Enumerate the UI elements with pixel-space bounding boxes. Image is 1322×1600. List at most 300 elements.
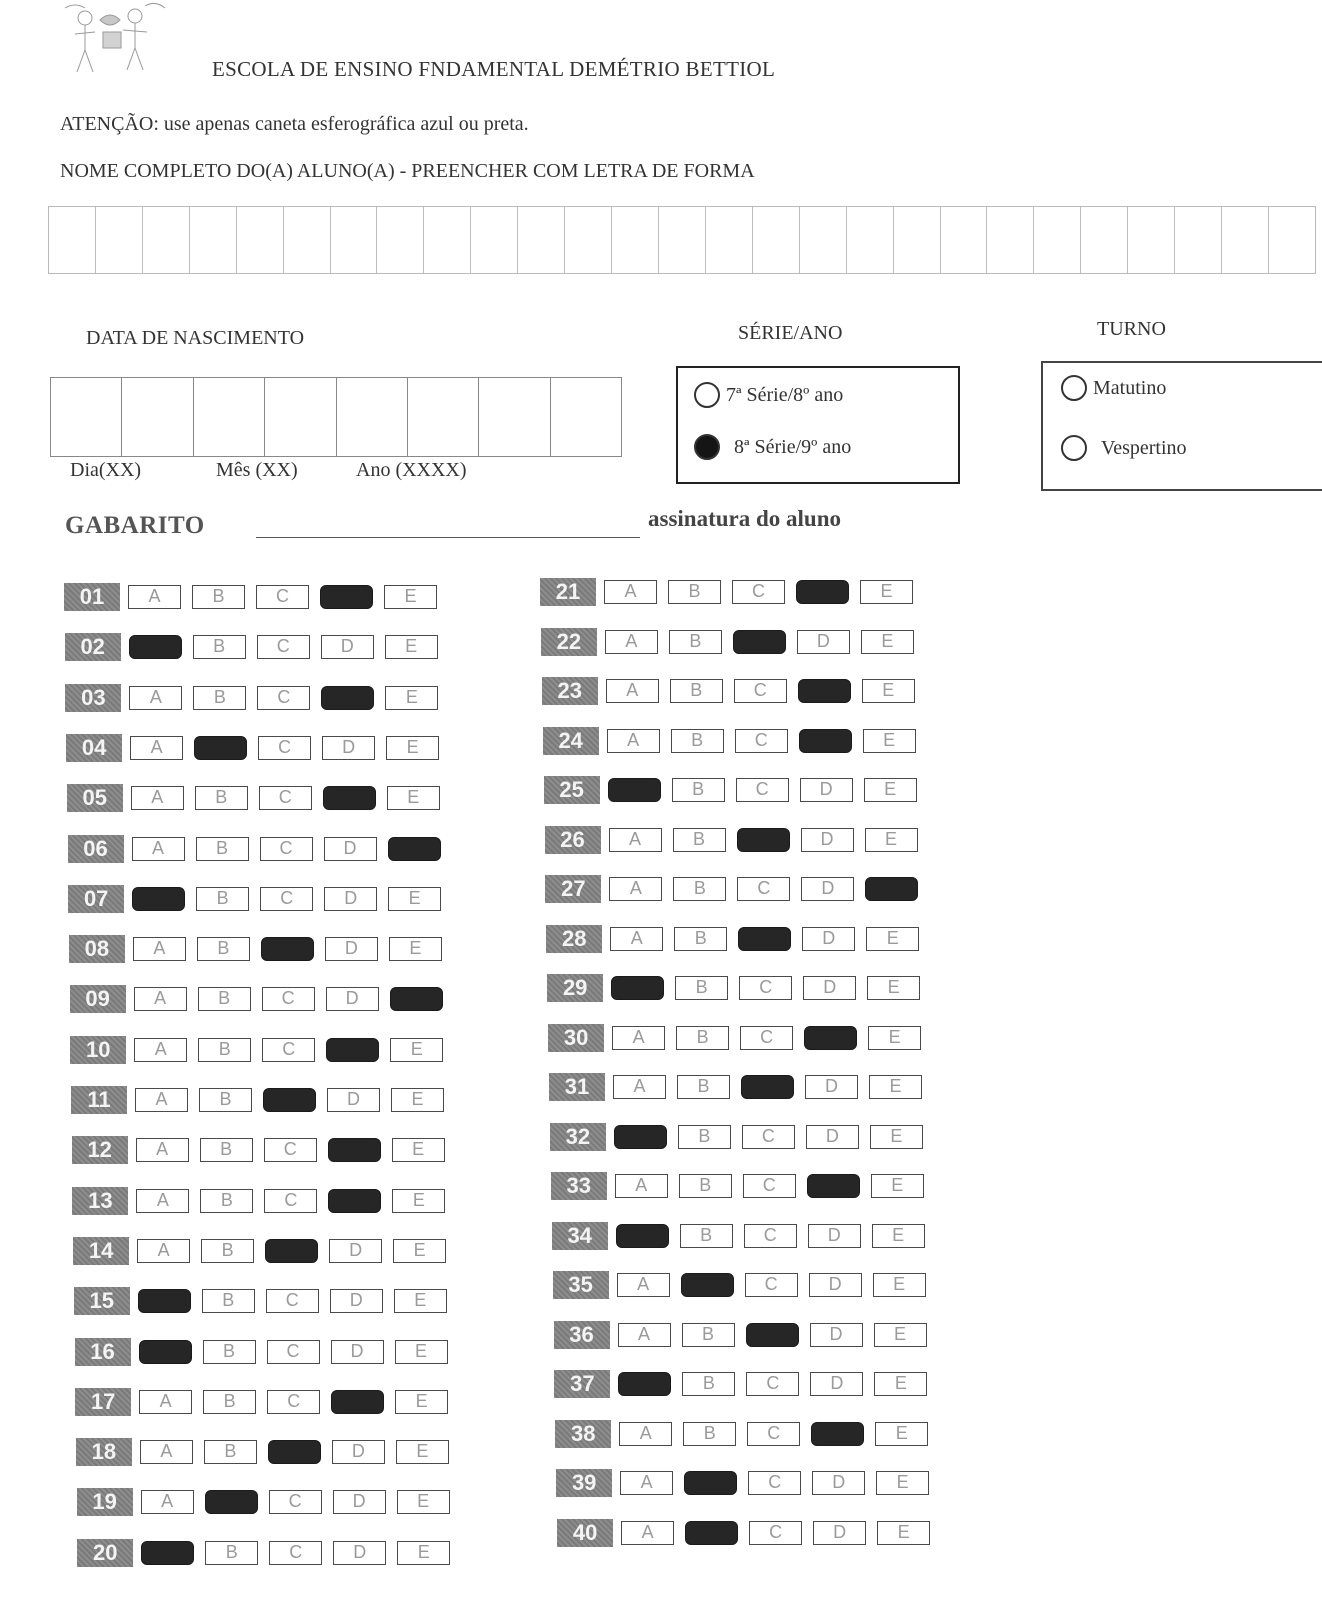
- name-char-box[interactable]: [659, 207, 706, 273]
- answer-option-e[interactable]: E: [387, 786, 440, 810]
- question-number: 23: [542, 677, 598, 705]
- answer-option-b[interactable]: B: [200, 1189, 253, 1213]
- answer-option-c[interactable]: C: [736, 778, 789, 802]
- name-char-box[interactable]: [565, 207, 612, 273]
- answer-option-e[interactable]: E: [392, 1138, 445, 1162]
- birth-date-label: DATA DE NASCIMENTO: [86, 327, 305, 349]
- answer-option-b[interactable]: B: [196, 837, 249, 861]
- name-char-box[interactable]: [471, 207, 518, 273]
- question-number: 08: [69, 935, 125, 963]
- answer-option-e[interactable]: E: [877, 1521, 930, 1545]
- answer-option-b[interactable]: B: [675, 976, 728, 1000]
- answer-option-b[interactable]: B: [205, 1541, 258, 1565]
- answer-option-d[interactable]: D: [810, 1372, 863, 1396]
- answer-option-c[interactable]: [268, 1440, 321, 1464]
- answer-option-b[interactable]: B: [669, 630, 722, 654]
- answer-option-c[interactable]: C: [745, 1273, 798, 1297]
- question-number: 01: [64, 583, 120, 611]
- answer-option-c[interactable]: C: [269, 1541, 322, 1565]
- answer-option-c[interactable]: [741, 1075, 794, 1099]
- signature-line[interactable]: [256, 537, 640, 538]
- answer-option-e[interactable]: E: [397, 1541, 450, 1565]
- answer-option-b[interactable]: B: [200, 1138, 253, 1162]
- answer-option-a[interactable]: A: [134, 987, 187, 1011]
- answer-option-e[interactable]: E: [864, 778, 917, 802]
- answer-option-e[interactable]: E: [861, 630, 914, 654]
- school-logo: [55, 2, 175, 82]
- question-number: 10: [70, 1036, 126, 1064]
- name-char-box[interactable]: [1175, 207, 1222, 273]
- answer-option-c[interactable]: [733, 630, 786, 654]
- question-number: 36: [554, 1321, 610, 1349]
- answer-option-e[interactable]: E: [866, 927, 919, 951]
- name-char-box[interactable]: [49, 207, 96, 273]
- answer-option-d[interactable]: D: [810, 1323, 863, 1347]
- name-char-box[interactable]: [612, 207, 659, 273]
- radio-filled-icon[interactable]: [694, 434, 720, 460]
- name-char-box[interactable]: [190, 207, 237, 273]
- answer-option-a[interactable]: [611, 976, 664, 1000]
- answer-option-c[interactable]: C: [262, 1038, 315, 1062]
- answer-option-d[interactable]: D: [800, 778, 853, 802]
- answer-option-b[interactable]: B: [203, 1390, 256, 1414]
- answer-option-a[interactable]: [132, 887, 185, 911]
- radio-circle-icon[interactable]: [1061, 375, 1087, 401]
- answer-option-d[interactable]: D: [805, 1075, 858, 1099]
- answer-option-d[interactable]: D: [806, 1125, 859, 1149]
- answer-option-a[interactable]: A: [607, 729, 660, 753]
- name-char-box[interactable]: [96, 207, 143, 273]
- question-number: 20: [77, 1539, 133, 1567]
- answer-option-d[interactable]: D: [332, 1440, 385, 1464]
- date-digit-box[interactable]: [337, 378, 408, 456]
- answer-option-d[interactable]: D: [325, 937, 378, 961]
- name-char-box[interactable]: [800, 207, 847, 273]
- answer-option-a[interactable]: A: [140, 1440, 193, 1464]
- turno-option-vespertino[interactable]: [1061, 435, 1187, 461]
- question-number: 06: [68, 835, 124, 863]
- answer-option-a[interactable]: [141, 1541, 194, 1565]
- answer-option-e[interactable]: E: [860, 580, 913, 604]
- answer-option-d[interactable]: [328, 1138, 381, 1162]
- answer-option-c[interactable]: C: [740, 1026, 793, 1050]
- answer-option-d[interactable]: D: [330, 1289, 383, 1313]
- question-number: 29: [547, 974, 603, 1002]
- answer-option-e[interactable]: E: [865, 828, 918, 852]
- answer-option-b[interactable]: B: [668, 580, 721, 604]
- answer-option-d[interactable]: D: [809, 1273, 862, 1297]
- answer-option-e[interactable]: E: [386, 736, 439, 760]
- turno-option-matutino[interactable]: [1061, 375, 1166, 401]
- answer-option-b[interactable]: B: [203, 1340, 256, 1364]
- question-number: 09: [70, 985, 126, 1013]
- name-input-boxes[interactable]: [48, 206, 1316, 274]
- answer-option-e[interactable]: E: [391, 1088, 444, 1112]
- answer-option-c[interactable]: C: [744, 1224, 797, 1248]
- answer-option-a[interactable]: A: [619, 1422, 672, 1446]
- serie-option-label: 8ª Série/9º ano: [734, 435, 852, 458]
- answer-option-d[interactable]: D: [322, 736, 375, 760]
- answer-option-a[interactable]: A: [128, 585, 181, 609]
- answer-option-c[interactable]: C: [739, 976, 792, 1000]
- question-number: 02: [65, 633, 121, 661]
- answer-option-a[interactable]: A: [618, 1323, 671, 1347]
- answer-option-e[interactable]: E: [389, 937, 442, 961]
- answer-option-e[interactable]: E: [390, 1038, 443, 1062]
- answer-option-d[interactable]: [328, 1189, 381, 1213]
- question-number: 05: [67, 784, 123, 812]
- answer-option-e[interactable]: E: [388, 887, 441, 911]
- answer-option-e[interactable]: E: [384, 585, 437, 609]
- answer-option-e[interactable]: [388, 837, 441, 861]
- answer-option-b[interactable]: B: [195, 786, 248, 810]
- answer-option-c[interactable]: C: [256, 585, 309, 609]
- answer-option-a[interactable]: A: [617, 1273, 670, 1297]
- question-number: 07: [68, 885, 124, 913]
- answer-option-e[interactable]: E: [868, 1026, 921, 1050]
- answer-option-e[interactable]: E: [872, 1224, 925, 1248]
- answer-option-a[interactable]: A: [604, 580, 657, 604]
- answer-option-d[interactable]: [326, 1038, 379, 1062]
- question-number: 18: [76, 1438, 132, 1466]
- question-number: 03: [65, 684, 121, 712]
- answer-option-c[interactable]: C: [257, 686, 310, 710]
- day-label: Dia(XX): [70, 459, 142, 481]
- answer-option-e[interactable]: E: [874, 1323, 927, 1347]
- answer-option-a[interactable]: A: [613, 1075, 666, 1099]
- answer-option-e[interactable]: E: [875, 1422, 928, 1446]
- answer-option-e[interactable]: E: [392, 1189, 445, 1213]
- question-number: 35: [553, 1271, 609, 1299]
- answer-option-a[interactable]: A: [139, 1390, 192, 1414]
- answer-option-b[interactable]: B: [198, 1038, 251, 1062]
- answer-option-e[interactable]: E: [385, 635, 438, 659]
- name-char-box[interactable]: [1034, 207, 1081, 273]
- answer-option-c[interactable]: C: [260, 887, 313, 911]
- answer-option-d[interactable]: D: [813, 1521, 866, 1545]
- question-number: 19: [77, 1488, 133, 1516]
- question-number: 33: [551, 1172, 607, 1200]
- answer-option-c[interactable]: C: [257, 635, 310, 659]
- serie-option-label: 7ª Série/8º ano: [726, 383, 844, 406]
- answer-option-b[interactable]: B: [676, 1026, 729, 1050]
- name-char-box[interactable]: [1081, 207, 1128, 273]
- answer-option-b[interactable]: B: [682, 1372, 735, 1396]
- question-number: 04: [66, 734, 122, 762]
- name-char-box[interactable]: [987, 207, 1034, 273]
- answer-option-b[interactable]: B: [201, 1239, 254, 1263]
- question-number: 34: [552, 1222, 608, 1250]
- answer-option-b[interactable]: B: [192, 585, 245, 609]
- answer-option-e[interactable]: E: [394, 1289, 447, 1313]
- answer-option-b[interactable]: B: [193, 635, 246, 659]
- answer-option-c[interactable]: C: [260, 837, 313, 861]
- answer-option-d[interactable]: [811, 1422, 864, 1446]
- question-number: 22: [541, 628, 597, 656]
- answer-option-a[interactable]: A: [606, 679, 659, 703]
- question-number: 26: [545, 826, 601, 854]
- name-label: NOME COMPLETO DO(A) ALUNO(A) - PREENCHER COM LETRA DE FORMA: [60, 160, 755, 182]
- name-char-box[interactable]: [1128, 207, 1175, 273]
- answer-option-a[interactable]: A: [133, 937, 186, 961]
- name-char-box[interactable]: [706, 207, 753, 273]
- answer-option-d[interactable]: D: [812, 1471, 865, 1495]
- answer-option-a[interactable]: [608, 778, 661, 802]
- answer-option-a[interactable]: A: [605, 630, 658, 654]
- attention-note: ATENÇÃO: use apenas caneta esferográfica azul ou preta.: [60, 113, 529, 135]
- question-number: 14: [73, 1237, 129, 1265]
- date-digit-box[interactable]: [122, 378, 193, 456]
- answer-option-d[interactable]: D: [801, 877, 854, 901]
- radio-circle-icon[interactable]: [694, 382, 720, 408]
- answer-option-c[interactable]: C: [264, 1189, 317, 1213]
- answer-option-a[interactable]: A: [609, 828, 662, 852]
- answer-option-c[interactable]: C: [262, 987, 315, 1011]
- question-number: 30: [548, 1024, 604, 1052]
- answer-option-a[interactable]: A: [131, 786, 184, 810]
- answer-option-c[interactable]: C: [747, 1422, 800, 1446]
- answer-option-a[interactable]: A: [134, 1038, 187, 1062]
- serie-options-box: [676, 366, 960, 484]
- answer-option-e[interactable]: E: [395, 1340, 448, 1364]
- answer-option-e[interactable]: E: [396, 1440, 449, 1464]
- answer-option-b[interactable]: B: [673, 828, 726, 852]
- question-number: 12: [72, 1136, 128, 1164]
- answer-option-a[interactable]: A: [620, 1471, 673, 1495]
- answer-option-e[interactable]: E: [862, 679, 915, 703]
- question-number: 25: [544, 776, 600, 804]
- answer-option-d[interactable]: D: [333, 1541, 386, 1565]
- answer-option-d[interactable]: [799, 729, 852, 753]
- answer-option-c[interactable]: C: [734, 679, 787, 703]
- answer-option-c[interactable]: C: [258, 736, 311, 760]
- answer-option-d[interactable]: D: [333, 1490, 386, 1514]
- question-number: 24: [543, 727, 599, 755]
- serie-option-7[interactable]: [694, 382, 843, 408]
- answer-option-b[interactable]: [685, 1521, 738, 1545]
- answer-option-d[interactable]: [321, 686, 374, 710]
- answer-option-d[interactable]: D: [808, 1224, 861, 1248]
- answer-option-c[interactable]: [738, 927, 791, 951]
- answer-option-e[interactable]: E: [876, 1471, 929, 1495]
- serie-option-8[interactable]: [694, 434, 851, 460]
- gabarito-title: GABARITO: [65, 512, 205, 539]
- answer-option-d[interactable]: D: [324, 837, 377, 861]
- answer-option-c[interactable]: C: [266, 1289, 319, 1313]
- turno-option-label: Matutino: [1093, 376, 1167, 399]
- answer-option-a[interactable]: [614, 1125, 667, 1149]
- answer-option-d[interactable]: D: [324, 887, 377, 911]
- date-digit-box[interactable]: [408, 378, 479, 456]
- answer-option-b[interactable]: B: [680, 1224, 733, 1248]
- question-number: 39: [556, 1469, 612, 1497]
- answer-option-b[interactable]: B: [673, 877, 726, 901]
- answer-option-a[interactable]: A: [135, 1088, 188, 1112]
- radio-circle-icon[interactable]: [1061, 435, 1087, 461]
- school-name: ESCOLA DE ENSINO FNDAMENTAL DEMÉTRIO BETTIOL: [212, 57, 776, 81]
- question-number: 11: [71, 1086, 127, 1114]
- question-number: 15: [74, 1287, 130, 1315]
- answer-option-a[interactable]: A: [609, 877, 662, 901]
- answer-option-a[interactable]: A: [130, 736, 183, 760]
- answer-option-b[interactable]: B: [204, 1440, 257, 1464]
- answer-option-c[interactable]: C: [737, 877, 790, 901]
- answer-option-d[interactable]: D: [321, 635, 374, 659]
- answer-option-a[interactable]: A: [136, 1189, 189, 1213]
- answer-option-b[interactable]: B: [678, 1125, 731, 1149]
- answer-option-c[interactable]: [263, 1088, 316, 1112]
- question-number: 16: [75, 1338, 131, 1366]
- name-char-box[interactable]: [424, 207, 471, 273]
- name-char-box[interactable]: [518, 207, 565, 273]
- answer-option-d[interactable]: D: [326, 987, 379, 1011]
- answer-option-e[interactable]: E: [874, 1372, 927, 1396]
- answer-option-c[interactable]: [746, 1323, 799, 1347]
- answer-option-b[interactable]: B: [674, 927, 727, 951]
- answer-option-a[interactable]: [129, 635, 182, 659]
- answer-option-d[interactable]: [796, 580, 849, 604]
- answer-option-d[interactable]: [804, 1026, 857, 1050]
- answer-option-c[interactable]: C: [742, 1125, 795, 1149]
- name-char-box[interactable]: [847, 207, 894, 273]
- answer-option-b[interactable]: B: [197, 937, 250, 961]
- answer-option-d[interactable]: D: [797, 630, 850, 654]
- answer-option-e[interactable]: E: [385, 686, 438, 710]
- question-number: 17: [75, 1388, 131, 1416]
- answer-option-b[interactable]: B: [198, 987, 251, 1011]
- answer-option-a[interactable]: A: [132, 837, 185, 861]
- answer-option-c[interactable]: [261, 937, 314, 961]
- answer-option-d[interactable]: D: [327, 1088, 380, 1112]
- answer-option-b[interactable]: B: [682, 1323, 735, 1347]
- answer-option-d[interactable]: D: [803, 976, 856, 1000]
- answer-option-d[interactable]: [807, 1174, 860, 1198]
- answer-option-d[interactable]: [323, 786, 376, 810]
- answer-option-e[interactable]: E: [873, 1273, 926, 1297]
- month-label: Mês (XX): [216, 459, 298, 481]
- answer-option-a[interactable]: A: [136, 1138, 189, 1162]
- answer-option-a[interactable]: [139, 1340, 192, 1364]
- answer-option-b[interactable]: B: [683, 1422, 736, 1446]
- answer-option-d[interactable]: [798, 679, 851, 703]
- answer-option-c[interactable]: [265, 1239, 318, 1263]
- name-char-box[interactable]: [284, 207, 331, 273]
- answer-option-c[interactable]: C: [259, 786, 312, 810]
- turno-label: TURNO: [1097, 318, 1166, 340]
- answer-option-a[interactable]: A: [610, 927, 663, 951]
- answer-option-b[interactable]: B: [671, 729, 724, 753]
- answer-option-c[interactable]: C: [735, 729, 788, 753]
- question-number: 32: [550, 1123, 606, 1151]
- answer-option-c[interactable]: C: [264, 1138, 317, 1162]
- name-char-box[interactable]: [941, 207, 988, 273]
- date-digit-box[interactable]: [479, 378, 550, 456]
- answer-option-b[interactable]: B: [196, 887, 249, 911]
- answer-option-d[interactable]: D: [329, 1239, 382, 1263]
- answer-option-c[interactable]: C: [748, 1471, 801, 1495]
- answer-option-c[interactable]: C: [732, 580, 785, 604]
- question-number: 13: [72, 1187, 128, 1215]
- answer-option-a[interactable]: [618, 1372, 671, 1396]
- answer-option-c[interactable]: C: [267, 1340, 320, 1364]
- answer-option-e[interactable]: E: [397, 1490, 450, 1514]
- answer-option-b[interactable]: B: [679, 1174, 732, 1198]
- name-char-box[interactable]: [1269, 207, 1315, 273]
- answer-option-d[interactable]: [320, 585, 373, 609]
- answer-option-a[interactable]: [616, 1224, 669, 1248]
- answer-option-c[interactable]: C: [267, 1390, 320, 1414]
- answer-option-a[interactable]: A: [137, 1239, 190, 1263]
- name-char-box[interactable]: [143, 207, 190, 273]
- answer-option-e[interactable]: E: [395, 1390, 448, 1414]
- answer-option-d[interactable]: D: [802, 927, 855, 951]
- date-digit-box[interactable]: [265, 378, 336, 456]
- answer-option-e[interactable]: E: [863, 729, 916, 753]
- date-digit-box[interactable]: [194, 378, 265, 456]
- name-char-box[interactable]: [331, 207, 378, 273]
- answer-option-d[interactable]: [331, 1390, 384, 1414]
- answer-option-a[interactable]: A: [615, 1174, 668, 1198]
- answer-option-b[interactable]: B: [670, 679, 723, 703]
- signature-label: assinatura do aluno: [648, 506, 842, 531]
- answer-option-b[interactable]: B: [672, 778, 725, 802]
- name-char-box[interactable]: [377, 207, 424, 273]
- answer-option-a[interactable]: A: [141, 1490, 194, 1514]
- date-digit-box[interactable]: [551, 378, 621, 456]
- turno-option-label: Vespertino: [1101, 436, 1187, 459]
- answer-option-b[interactable]: [681, 1273, 734, 1297]
- answer-option-d[interactable]: D: [801, 828, 854, 852]
- question-number: 40: [557, 1519, 613, 1547]
- birth-date-boxes[interactable]: [50, 377, 622, 457]
- answer-option-c[interactable]: C: [749, 1521, 802, 1545]
- year-label: Ano (XXXX): [356, 459, 467, 481]
- answer-option-b[interactable]: [684, 1471, 737, 1495]
- answer-option-a[interactable]: A: [621, 1521, 674, 1545]
- answer-option-a[interactable]: [138, 1289, 191, 1313]
- answer-option-b[interactable]: [194, 736, 247, 760]
- name-char-box[interactable]: [894, 207, 941, 273]
- answer-option-c[interactable]: C: [746, 1372, 799, 1396]
- name-char-box[interactable]: [237, 207, 284, 273]
- serie-label: SÉRIE/ANO: [738, 322, 843, 344]
- answer-option-e[interactable]: E: [871, 1174, 924, 1198]
- question-number: 31: [549, 1073, 605, 1101]
- name-char-box[interactable]: [1222, 207, 1269, 273]
- answer-option-c[interactable]: C: [269, 1490, 322, 1514]
- answer-option-b[interactable]: B: [199, 1088, 252, 1112]
- answer-option-b[interactable]: B: [677, 1075, 730, 1099]
- date-digit-box[interactable]: [51, 378, 122, 456]
- answer-option-c[interactable]: C: [743, 1174, 796, 1198]
- question-number: 28: [546, 925, 602, 953]
- answer-option-d[interactable]: D: [331, 1340, 384, 1364]
- answer-option-e[interactable]: [865, 877, 918, 901]
- answer-option-a[interactable]: A: [129, 686, 182, 710]
- answer-option-e[interactable]: E: [867, 976, 920, 1000]
- answer-option-a[interactable]: A: [612, 1026, 665, 1050]
- answer-option-e[interactable]: E: [393, 1239, 446, 1263]
- answer-option-b[interactable]: B: [193, 686, 246, 710]
- answer-option-e[interactable]: E: [870, 1125, 923, 1149]
- answer-option-b[interactable]: B: [202, 1289, 255, 1313]
- answer-option-b[interactable]: [205, 1490, 258, 1514]
- answer-option-c[interactable]: [737, 828, 790, 852]
- answer-option-e[interactable]: [390, 987, 443, 1011]
- question-number: 37: [554, 1370, 610, 1398]
- name-char-box[interactable]: [753, 207, 800, 273]
- answer-option-e[interactable]: E: [869, 1075, 922, 1099]
